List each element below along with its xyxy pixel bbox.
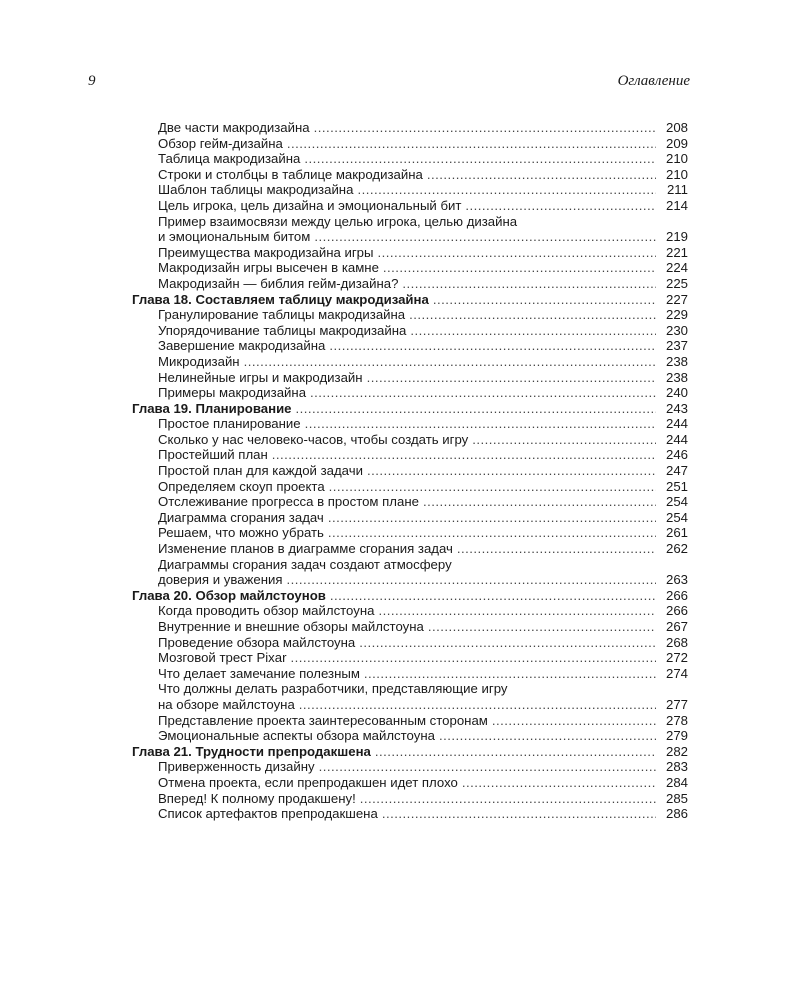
dot-leader [359,635,656,651]
toc-entry-first-line: Диаграммы сгорания задач создают атмосферу [158,556,452,572]
toc-section-entry [132,510,688,526]
dot-leader [428,619,656,635]
toc-entry-first-line: Что должны делать разработчики, представляющие игру [158,681,508,697]
toc-entry-page-number: 277 [665,696,688,712]
toc-entry-page-number: 230 [665,322,688,338]
dot-leader [462,775,656,791]
dot-leader [329,479,656,495]
toc-entry-title: Глава 20. Обзор майлстоунов [132,587,326,603]
dot-leader [330,588,656,604]
toc-chapter-entry [132,744,688,760]
toc-entry-title: Глава 19. Планирование [132,400,292,416]
toc-section-entry [132,479,688,495]
dot-leader [314,229,656,245]
dot-leader [367,463,656,479]
dot-leader [319,759,656,775]
toc-entry-title: на обзоре майлстоуна [158,696,295,712]
toc-entry-title: Примеры макродизайна [158,385,307,401]
toc-entry-page-number: 229 [665,307,688,323]
toc-section-entry [132,713,688,729]
running-header-title: Оглавление [617,73,690,89]
dot-leader [364,666,656,682]
toc-entry-title: Внутренние и внешние обзоры майлстоуна [158,619,424,634]
toc-section-entry [132,323,688,339]
toc-section-entry [132,385,688,401]
toc-section-entry [132,650,688,666]
toc-entry-title: Вперед! К полному продакшену! [158,790,356,806]
toc-entry-title: Изменение планов в диаграмме сгорания задач [158,541,453,557]
dot-leader [377,245,656,261]
toc-entry-title: Строки и столбцы в таблице макродизайна [158,166,423,182]
toc-section-entry [132,791,688,807]
toc-section-entry [132,198,688,214]
dot-leader [296,401,656,417]
toc-section-entry [132,167,688,183]
dot-leader [410,323,656,339]
toc-chapter-entry [132,401,688,417]
toc-entry-title: Обзор гейм-дизайна [158,135,283,151]
toc-section-entry [132,463,688,479]
toc-entry-page-number: 244 [665,431,688,447]
toc-entry-title: Эмоциональные аспекты обзора майлстоуна [158,728,435,744]
toc-entry-title: Диаграмма сгорания задач [158,509,324,525]
toc-section-entry [132,260,688,276]
dot-leader [375,744,656,760]
toc-entry-page-number: 267 [665,619,688,634]
dot-leader [472,432,656,448]
toc-entry-page-number: 286 [665,806,688,822]
toc-section-entry [132,666,688,682]
toc-entry-page-number: 278 [665,712,688,728]
toc-section-entry [132,775,688,791]
toc-entry-page-number: 282 [665,743,688,759]
page-number: 9 [88,73,96,89]
toc-entry-page-number: 210 [665,166,688,182]
toc-entry-title: Две части макродизайна [158,120,310,135]
toc-entry-title: Макродизайн игры высечен в камне [158,260,379,276]
toc-entry-page-number: 211 [666,182,688,198]
toc-entry-title: и эмоциональным битом [158,229,311,245]
toc-entry-title: Глава 18. Составляем таблицу макродизайна [132,291,429,307]
toc-entry-title: доверия и уважения [158,572,283,588]
dot-leader [329,338,656,354]
dot-leader [492,713,656,729]
toc-chapter-entry [132,588,688,604]
toc-entry-page-number: 262 [665,541,688,557]
toc-section-entry [132,572,688,588]
dot-leader [244,354,656,370]
toc-entry-page-number: 285 [665,790,688,806]
dot-leader [272,447,656,463]
toc-entry-title: Гранулирование таблицы макродизайна [158,307,406,323]
toc-entry-title: Макродизайн — библия гейм-дизайна? [158,275,399,291]
toc-entry-page-number: 254 [665,494,688,510]
toc-section-entry [132,728,688,744]
toc-section-entry [132,245,688,261]
toc-entry-page-number: 251 [665,478,688,494]
dot-leader [439,728,656,744]
toc-entry-title: Определяем скоуп проекта [158,478,325,494]
toc-entry-page-number: 219 [665,229,688,245]
toc-section-entry [132,759,688,775]
toc-entry-page-number: 261 [665,525,688,541]
toc-entry-page-number: 266 [665,603,688,619]
toc-entry-title: Упорядочивание таблицы макродизайна [158,322,407,338]
toc-section-entry [132,354,688,370]
toc-entry-page-number: 272 [665,650,688,666]
toc-entry-page-number: 247 [665,463,688,479]
dot-leader [305,416,656,432]
toc-entry-title: Микродизайн [158,353,240,369]
dot-leader [357,182,656,198]
toc-section-entry [132,229,688,245]
toc-entry-title: Шаблон таблицы макродизайна [158,182,354,198]
dot-leader [310,385,656,401]
toc-entry-page-number: 244 [665,416,688,432]
toc-entry-page-number: 238 [665,369,688,385]
toc-entry-page-number: 283 [665,759,688,775]
dot-leader [304,151,656,167]
toc-entry-page-number: 279 [665,728,688,744]
dot-leader [465,198,656,214]
toc-section-entry [132,432,688,448]
toc-section-entry [132,120,688,136]
toc-entry-page-number: 208 [665,120,688,135]
dot-leader [360,791,656,807]
toc-entry-first-line: Пример взаимосвязи между целью игрока, целью дизайна [158,213,518,229]
toc-entry-title: Нелинейные игры и макродизайн [158,369,363,385]
toc-section-entry [132,806,688,822]
toc-entry-page-number: 246 [665,447,688,463]
dot-leader [367,370,656,386]
toc-entry-page-number: 210 [665,151,688,167]
toc-entry-page-number: 268 [665,634,688,650]
toc-entry-title: Отмена проекта, если препродакшен идет плохо [158,774,458,790]
toc-entry-page-number: 274 [665,665,688,681]
toc-section-entry [132,307,688,323]
toc-entry-title: Когда проводить обзор майлстоуна [158,603,375,619]
dot-leader [409,307,656,323]
toc-entry-title: Простой план для каждой задачи [158,463,363,479]
toc-entry-page-number: 209 [665,135,688,151]
toc-section-entry [132,416,688,432]
toc-section-entry [132,619,688,635]
toc-entry-page-number: 284 [665,774,688,790]
dot-leader [291,650,657,666]
toc-section-entry [132,494,688,510]
toc-section-entry [132,370,688,386]
toc-entry-title: Простейший план [158,447,268,463]
dot-leader [457,541,656,557]
dot-leader [287,572,657,588]
toc-entry-title: Отслеживание прогресса в простом плане [158,494,419,510]
toc-section-entry [132,276,688,292]
toc-entry-title: Преимущества макродизайна игры [158,244,374,260]
dot-leader [299,697,656,713]
toc-entry-page-number: 243 [665,400,688,416]
toc-entry-title: Простое планирование [158,416,301,432]
dot-leader [402,276,656,292]
dot-leader [423,494,656,510]
toc-entry-title: Сколько у нас человеко-часов, чтобы создать игру [158,431,469,447]
dot-leader [328,510,656,526]
toc-entry-title: Что делает замечание полезным [158,665,360,681]
toc-section-entry [132,635,688,651]
toc-entry-page-number: 227 [665,291,688,307]
dot-leader [427,167,656,183]
toc-entry-page-number: 225 [665,275,688,291]
dot-leader [378,603,656,619]
toc-entry-title: Список артефактов препродакшена [158,806,378,822]
toc-section-entry [132,447,688,463]
toc-entry-title: Завершение макродизайна [158,338,326,354]
dot-leader [287,136,656,152]
toc-section-entry [132,525,688,541]
toc-entry-page-number: 214 [665,197,688,213]
toc-entry-title: Мозговой трест Pixar [158,650,287,666]
toc-entry-title: Представление проекта заинтересованным сторонам [158,712,488,728]
dot-leader [382,806,656,822]
toc-entry-page-number: 221 [665,244,688,260]
toc-section-entry [132,151,688,167]
dot-leader [314,120,656,136]
dot-leader [433,292,656,308]
toc-entry-title: Решаем, что можно убрать [158,525,324,541]
toc-entry-page-number: 240 [665,385,688,401]
toc-entry-title: Проведение обзора майлстоуна [158,634,356,650]
toc-section-entry [132,603,688,619]
toc-entry-title: Глава 21. Трудности препродакшена [132,743,371,759]
toc-section-entry [132,136,688,152]
toc-chapter-entry [132,292,688,308]
toc-section-entry [132,541,688,557]
toc-entry-title: Таблица макродизайна [158,151,301,167]
dot-leader [328,525,656,541]
toc-entry-page-number: 224 [665,260,688,276]
table-of-contents [132,120,688,822]
toc-entry-page-number: 263 [665,572,688,588]
toc-section-entry [132,182,688,198]
toc-entry-page-number: 237 [665,338,688,354]
toc-entry-title: Цель игрока, цель дизайна и эмоциональный бит [158,197,462,213]
toc-entry-page-number: 238 [665,353,688,369]
toc-entry-title: Приверженность дизайну [158,759,315,775]
toc-entry-page-number: 266 [665,587,688,603]
dot-leader [383,260,656,276]
toc-entry-page-number: 254 [665,509,688,525]
toc-section-entry [132,338,688,354]
toc-section-entry [132,697,688,713]
